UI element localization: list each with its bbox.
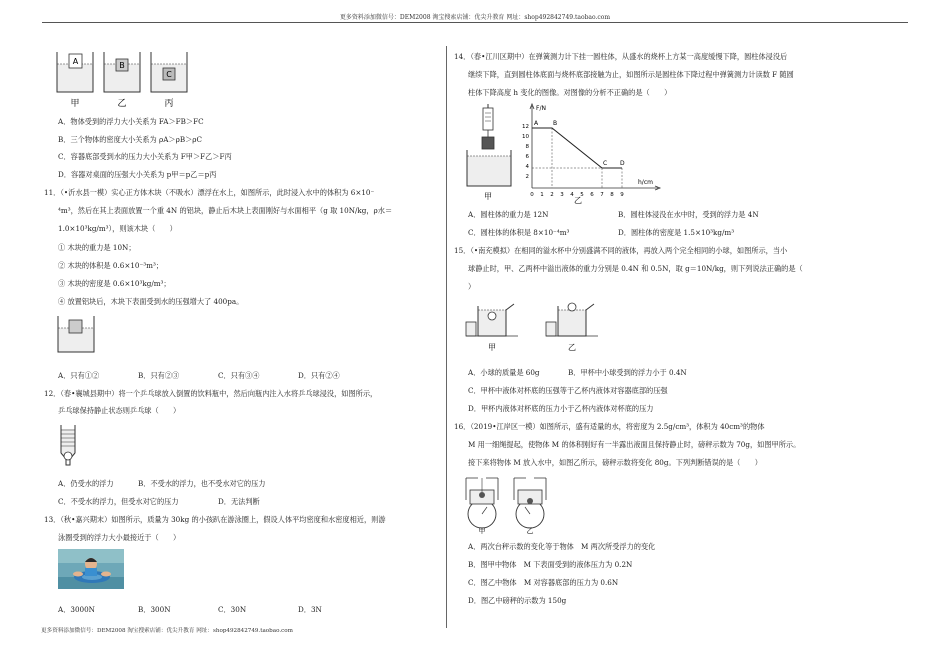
q14-option-d[interactable]: D．圆柱体的密度是 1.5×10³kg/m³ (618, 228, 735, 237)
q16-caption-jia: 甲 (478, 527, 486, 535)
q16-option-d[interactable]: D．图乙中磅秤的示数为 150g (468, 596, 567, 605)
q14-x-tick: 3 (560, 192, 564, 198)
q14-x-tick: 0 (530, 192, 534, 198)
q16-stem-line-3: 接下来将物体 M 放入水中，如图乙所示，磅秤示数将变化 80g。下列判断错误的是（ ） (468, 458, 762, 467)
q12-option-c[interactable]: C．不受水的浮力，但受水对它的压力 (58, 497, 179, 506)
q16-option-b[interactable]: B．图甲中物体 M 下表面受到的液体压力为 0.2N (468, 560, 633, 569)
q16-stem-line-1: 16．（2019•江岸区一模）如图所示，盛有适量的水，将密度为 2.5g/cm³，体积为 40cm³的物体 (454, 422, 765, 431)
q14-caption-jia: 甲 (484, 192, 492, 201)
q14-y-tick: 10 (522, 134, 529, 140)
q15-stem-line-2: 球静止时，甲、乙两杯中溢出液体的重力分别是 0.4N 和 0.5N，取 g＝10N/kg，则下列说法正确的是（ (468, 264, 803, 273)
page-footer: 更多资料添加微信号：DEM2008 淘宝搜索店铺：优尖升教育 网址：shop492842749.taobao.com (41, 628, 293, 634)
q10-beakers-figure (55, 50, 185, 108)
q14-x-tick: 6 (590, 192, 594, 198)
header-rule (42, 22, 908, 23)
q14-caption-yi: 乙 (574, 196, 582, 205)
q11-stem-line-3: 1.0×10³kg/m³），则该木块（ ） (58, 224, 177, 233)
q14-stem-line-2: 继续下降，直到圆柱体底面与烧杯底部接触为止，如图所示是圆柱体下降过程中弹簧测力计读数 F 随圆 (468, 70, 794, 79)
q10-option-a[interactable]: A．物体受到的浮力大小关系为 FA＞FB＞FC (58, 117, 204, 126)
q13-option-d[interactable]: D．3N (298, 605, 322, 614)
q13-child-swim-ring-photo (58, 549, 124, 589)
q10-option-d[interactable]: D．容器对桌面的压强大小关系为 p甲＝p乙＝p丙 (58, 170, 217, 179)
q11-option-a[interactable]: A．只有①② (58, 371, 100, 380)
q15-overflow-cups-figure (466, 298, 628, 354)
scale-jia (466, 478, 498, 535)
q14-point-d: D (620, 160, 625, 167)
q14-x-tick: 2 (550, 192, 554, 198)
q10-option-c[interactable]: C．容器底部受到水的压力大小关系为 F甲＞F乙＞F丙 (58, 152, 232, 161)
q16-stem-line-2: M 用一细绳提起，使物体 M 的体积刚好有一半露出液面且保持静止时，磅秤示数为 70g，如图甲所示。 (468, 440, 801, 449)
q11-statement-4: ④ 放置铝块后，木块下表面受到水的压强增大了 400pa。 (58, 297, 244, 306)
q11-floating-block-figure (57, 314, 97, 354)
q12-bottle-figure (58, 423, 80, 469)
q10-option-b[interactable]: B．三个物体的密度大小关系为 ρA＞ρB＞ρC (58, 135, 203, 144)
q14-option-b[interactable]: B．圆柱体浸没在水中时，受到的浮力是 4N (618, 210, 759, 219)
q15-caption-yi: 乙 (568, 343, 576, 352)
q11-statement-1: ① 木块的重力是 10N； (58, 243, 136, 252)
q14-x-tick: 4 (570, 192, 574, 198)
q12-option-a[interactable]: A．仍受水的浮力 (58, 479, 114, 488)
q13-option-c[interactable]: C．30N (218, 605, 247, 614)
q15-option-a[interactable]: A．小球的质量是 60g (468, 368, 540, 377)
column-divider (446, 46, 447, 628)
q14-point-b: B (553, 120, 558, 127)
q16-option-c[interactable]: C．图乙中物体 M 对容器底部的压力为 0.6N (468, 578, 619, 587)
beaker-bing (151, 52, 187, 92)
q15-stem-line-1: 15．（•南充模拟）在相同的溢水杯中分别盛满不同的液体，再放入两个完全相同的小球，如图所示，当小 (454, 246, 788, 255)
page-header: 更多资料添加微信号：DEM2008 淘宝搜索店铺：优尖升教育 网址：shop492842749.taobao.com (339, 14, 611, 21)
q13-stem-line-2: 泳圈受到的浮力大小最接近于（ ） (58, 533, 181, 542)
q14-y-axis-label: F/N (536, 105, 546, 112)
q12-stem-line-1: 12．（春•襄城县期中）将一个乒乓球放入倒置的饮料瓶中，然后向瓶内注入水将乒乓球浸没，如图所示， (44, 389, 378, 398)
caption-yi: 乙 (117, 99, 127, 109)
q14-stem-line-1: 14．（春•江川区期中）在弹簧测力计下挂一圆柱体，从盛水的烧杯上方某一高度缓慢下降，圆柱体浸没后 (454, 52, 788, 61)
q11-option-b[interactable]: B．只有②③ (138, 371, 180, 380)
caption-jia: 甲 (70, 99, 80, 109)
q14-y-tick: 8 (525, 144, 529, 150)
q15-option-c[interactable]: C．甲杯中液体对杯底的压强等于乙杯内液体对容器底部的压强 (468, 386, 668, 395)
beaker-jia (57, 52, 93, 92)
q12-stem-line-2: 乒乓球保持静止状态则乒乓球（ ） (58, 406, 181, 415)
scale-yi (514, 478, 546, 535)
q14-x-tick: 5 (580, 192, 584, 198)
q11-statement-3: ③ 木块的密度是 0.6×10³kg/m³； (58, 279, 171, 288)
q14-x-axis-label: h/cm (638, 179, 653, 186)
beaker-yi (104, 52, 140, 92)
q16-scales-figure (460, 474, 560, 534)
q14-point-a: A (534, 120, 539, 127)
q14-y-tick: 4 (525, 164, 529, 170)
q11-stem-line-1: 11．（•沂水县一模）实心正方体木块（不吸水）漂浮在水上，如图所示，此时浸入水中的体积为 6×10⁻ (44, 188, 375, 197)
q12-option-d[interactable]: D．无法判断 (218, 497, 260, 506)
q14-point-c: C (603, 160, 608, 167)
q13-option-b[interactable]: B．300N (138, 605, 171, 614)
q16-option-a[interactable]: A．两次台秤示数的变化等于物体 M 两次所受浮力的变化 (468, 542, 656, 551)
q14-force-height-graph (518, 104, 668, 204)
block-b-label: B (119, 61, 125, 70)
q13-option-a[interactable]: A．3000N (58, 605, 95, 614)
q15-option-b[interactable]: B．甲杯中小球受到的浮力小于 0.4N (568, 368, 687, 377)
q15-option-d[interactable]: D．甲杯内液体对杯底的压力小于乙杯内液体对杯底的压力 (468, 404, 654, 413)
overflow-cup-yi (546, 303, 598, 336)
overflow-cup-jia (466, 304, 518, 336)
q14-x-tick: 1 (540, 192, 544, 198)
q14-y-tick: 2 (525, 174, 529, 180)
block-a-label: A (72, 57, 79, 66)
q12-option-b[interactable]: B．不受水的浮力，也不受水对它的压力 (138, 479, 266, 488)
q11-option-d[interactable]: D．只有②④ (298, 371, 340, 380)
q14-option-c[interactable]: C．圆柱体的体积是 8×10⁻⁴m³ (468, 228, 570, 237)
q14-y-tick: 6 (525, 154, 529, 160)
q11-statement-2: ② 木块的体积是 0.6×10⁻³m³； (58, 261, 164, 270)
q11-option-c[interactable]: C．只有③④ (218, 371, 260, 380)
q14-stem-line-3: 柱体下降高度 h 变化的图像。对图像的分析不正确的是（ ） (468, 88, 672, 97)
q14-spring-scale-figure (466, 104, 522, 204)
q16-caption-yi: 乙 (526, 527, 534, 535)
q11-stem-line-2: ⁴m³，然后在其上表面放置一个重 4N 的铝块，静止后木块上表面刚好与水面相平（g 取 10N/kg，ρ水＝ (58, 206, 393, 215)
q13-stem-line-1: 13．（秋•嘉兴期末）如图所示，质量为 30kg 的小孩趴在游泳圈上，假设人体平均密度和水密度相近，则游 (44, 515, 386, 524)
q14-option-a[interactable]: A．圆柱体的重力是 12N (468, 210, 549, 219)
q14-x-tick: 9 (620, 192, 624, 198)
q15-caption-jia: 甲 (488, 343, 496, 352)
q15-stem-line-3: ） (468, 282, 476, 291)
q14-x-tick: 7 (600, 192, 604, 198)
q14-y-tick: 12 (522, 124, 529, 130)
q14-x-tick: 8 (610, 192, 614, 198)
caption-bing: 丙 (164, 99, 174, 109)
block-c-label: C (166, 70, 172, 79)
